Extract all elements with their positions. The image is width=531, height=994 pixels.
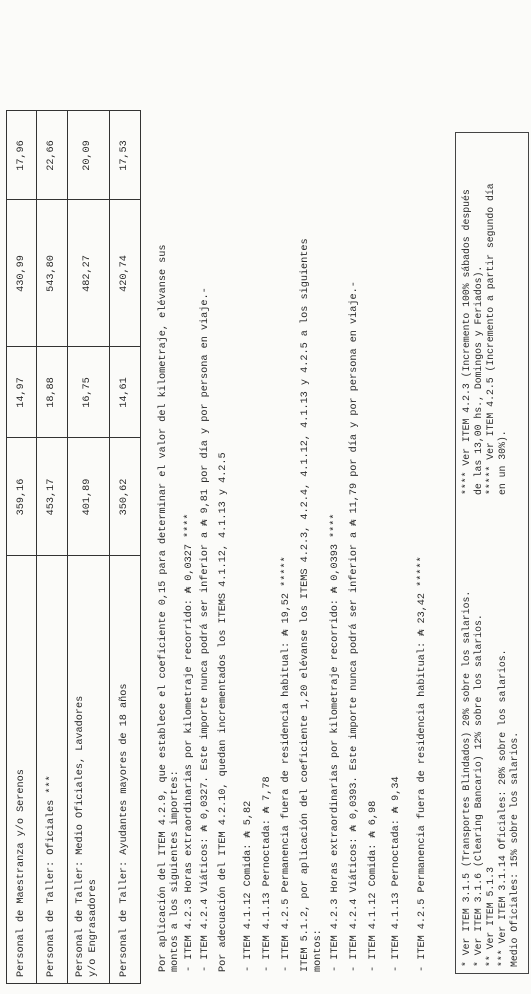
cell-value: 16,75	[82, 377, 93, 408]
item-line: - ITEM 4.1.13 Pernoctada: ₳ 9,34	[391, 776, 402, 972]
footnote-line: **** Ver ITEM 4.2.3 (Incremento 100% sábados después	[461, 189, 472, 495]
cell-value: 17,53	[119, 140, 130, 171]
cell-value: 543,80	[46, 255, 57, 292]
item-line: - ITEM 4.2.4 Viáticos: ₳ 0,0393. Este importe nunca podrá ser inferior a ₳ 11,79 por día y por persona en viaje.-	[349, 281, 360, 972]
cell-value: 22,66	[46, 140, 57, 171]
item-line: - ITEM 4.2.4 Viáticos: ₳ 0,0327. Este importe nunca podrá ser inferior a ₳ 9,81 por día y por persona en viaje.-	[200, 287, 211, 972]
cell-value: 420,74	[119, 255, 130, 292]
paragraph-line: Por aplicación del ITEM 4.2.9, que establece el coeficiente 0,15 para determinar el valor del kilometraje, elévanse sus	[158, 244, 169, 972]
cell-value: 20,09	[82, 140, 93, 171]
cell-value: 453,17	[46, 478, 57, 516]
cell-value: 14,61	[119, 377, 130, 408]
cell-value: 482,27	[82, 255, 93, 292]
item-line: - ITEM 4.2.3 Horas extraordinarias por kilometraje recorrido: ₳ 0,0327 ****	[184, 513, 195, 972]
item-line: - ITEM 4.1.13 Pernoctada: ₳ 7,78	[262, 776, 273, 972]
row-label: Personal de Maestranza y/o Serenos	[16, 769, 27, 977]
row-label: Personal de Taller: Medio Oficiales, Lavadores	[75, 695, 86, 977]
row-label: Personal de Taller: Oficiales ***	[46, 775, 57, 977]
footnote-line: ** Ver ITEM 5.1.3	[485, 867, 496, 967]
table-row-divider	[36, 111, 37, 983]
footnote-line: en un 30%).	[497, 430, 508, 495]
item-line: - ITEM 4.2.3 Horas extraordinarias por kilometraje recorrido: ₳ 0,0393 ****	[330, 513, 341, 972]
footnote-line: Medio Oficiales: 15% sobre los salarios.	[509, 731, 520, 967]
cell-value: 401,89	[82, 478, 93, 516]
cell-value: 359,16	[16, 478, 27, 516]
table-row-divider	[67, 111, 68, 983]
footnote-line: *** Ver ITEM 3.1.14 Oficiales: 20% sobre los salarios.	[497, 649, 508, 967]
paragraph-line: montos:	[313, 929, 324, 972]
footnote-line: ***** Ver ITEM 4.2.5 (Incremento a partir segundo día	[485, 183, 496, 495]
paragraph-line: montos a los siguientes importes:	[170, 770, 181, 972]
cell-value: 430,99	[16, 255, 27, 292]
table-row-divider	[109, 111, 110, 983]
row-label: y/o Engrasadores	[88, 879, 99, 977]
row-label: Personal de Taller: Ayudantes mayores de 18 años	[119, 683, 130, 977]
item-line: - ITEM 4.2.5 Permanencia fuera de residencia habitual: ₳ 19,52 *****	[281, 556, 292, 972]
salary-table	[6, 110, 141, 984]
footnote-line: de las 13,00 hs., Domingos y Feriados).	[473, 265, 484, 495]
paragraph-line: Por adecuación del ITEM 4.2.10, quedan incrementados los ITEMS 4.1.12, 4.1.13 y 4.2.5	[218, 452, 229, 972]
cell-value: 18,88	[46, 377, 57, 408]
item-line: - ITEM 4.1.12 Comida: ₳ 5,82	[243, 800, 254, 972]
cell-value: 350,62	[119, 478, 130, 516]
item-line: - ITEM 4.2.5 Permanencia fuera de residencia habitual: ₳ 23,42 *****	[417, 556, 428, 972]
item-line: - ITEM 4.1.12 Comida: ₳ 6,98	[368, 800, 379, 972]
footnote-line: * Ver ITEM 3.1.6 (Clearing Bancario) 12% sobre los salarios.	[473, 614, 484, 967]
cell-value: 14,97	[16, 377, 27, 408]
cell-value: 17,96	[16, 140, 27, 171]
footnote-line: * Ver ITEM 3.1.5 (Transportes Blindados) 20% sobre los salarios.	[461, 590, 472, 967]
paragraph-line: ITEM 5.1.2, por aplicación del coeficiente 1,20 elévanse los ITEMS 4.2.3, 4.2.4, 4.1.12, 4.1.13 y 4.2.5 a los siguientes	[300, 238, 311, 972]
footnotes-box	[455, 132, 529, 974]
